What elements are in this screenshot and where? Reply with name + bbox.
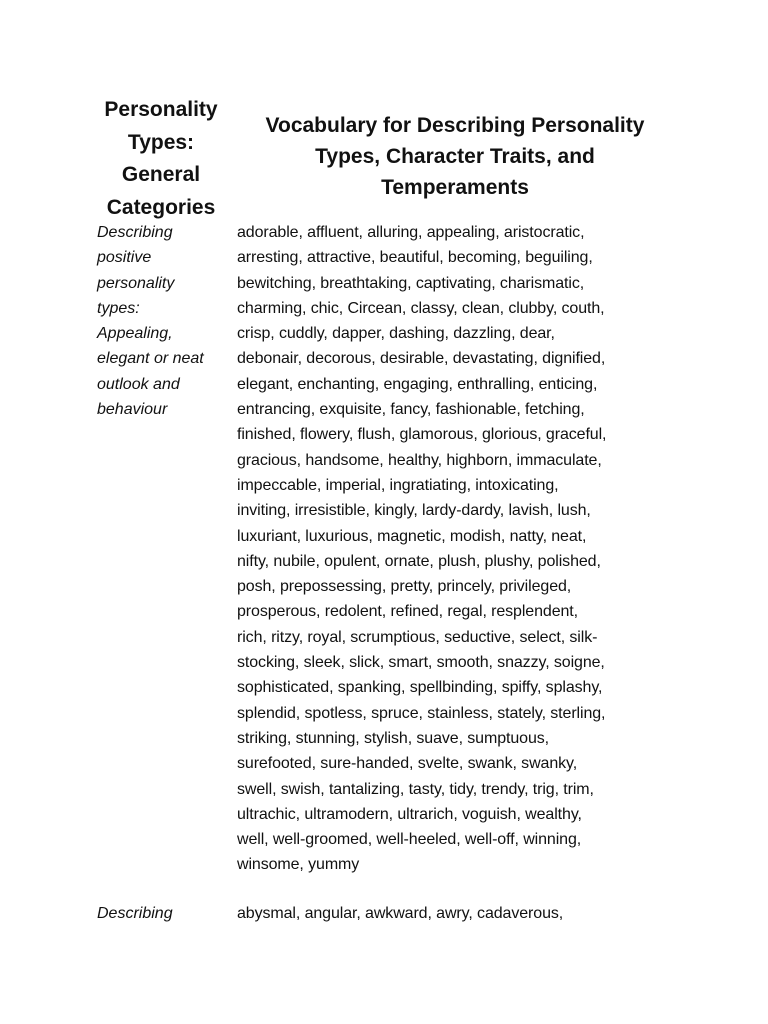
- vocabulary-cell-next: abysmal, angular, awkward, awry, cadaverous,: [237, 905, 564, 922]
- category-cell-positive: Describing positive personality types: Appealing, elegant or neat outlook and behaviour: [97, 224, 204, 419]
- vocabulary-cell-positive: adorable, affluent, alluring, appealing, aristocratic, arresting, attractive, beautiful, becoming, beguiling, bewitching, breathtaking, captivating, charismatic, charming, chic, Circean, classy, clean, clubby, couth, crisp, cuddly, dapper, dashing, dazzling, dear, debonair, decorous, desirable, devastating, dignified, elegant, enchanting, engaging, enthralling, enticing, entrancing, exquisite, fancy, fashionable, fetching, finished, flowery, flush, glamorous, glorious, graceful, gracious, handsome, healthy, highborn, immaculate, impeccable, imperial, ingratiating, intoxicating, inviting, irresistible, kingly, lardy-dardy, lavish, lush, luxuriant, luxurious, magnetic, modish, natty, neat, nifty, nubile, opulent, ornate, plush, plushy, polished, posh, prepossessing, pretty, princely, privileged, prosperous, redolent, refined, regal, resplendent, rich, ritzy, royal, scrumptious, seductive, select, silk- stocking, sleek, slick, smart, smooth, snazzy, soigne, sophisticated, spanking, spellbinding, spiffy, splashy, splendid, spotless, spruce, stainless, stately, sterling, striking, stunning, stylish, suave, sumptuous, surefooted, sure-handed, svelte, swank, swanky, swell, swish, tantalizing, tasty, tidy, trendy, trig, trim, ultrachic, ultramodern, ultrarich, voguish, wealthy, well, well-groomed, well-heeled, well-off, winning, winsome, yummy: [237, 224, 607, 874]
- category-cell-next: Describing: [97, 905, 173, 922]
- column-header-categories: Personality Types: General Categories: [104, 98, 218, 219]
- column-header-vocabulary: Vocabulary for Describing Personality Types, Character Traits, and Temperaments: [265, 114, 645, 199]
